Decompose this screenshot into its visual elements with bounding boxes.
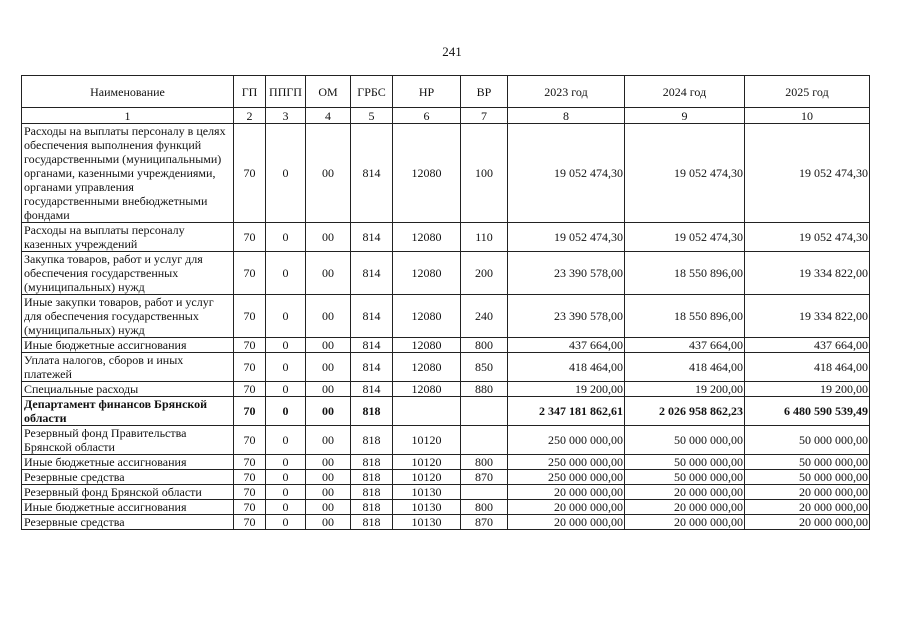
row-amount-2023: 23 390 578,00	[508, 295, 625, 338]
row-grbs: 814	[351, 252, 393, 295]
row-grbs: 814	[351, 295, 393, 338]
row-om: 00	[306, 500, 351, 515]
row-grbs: 814	[351, 338, 393, 353]
row-gp: 70	[234, 470, 266, 485]
column-number: 6	[393, 108, 461, 124]
row-amount-2023: 250 000 000,00	[508, 426, 625, 455]
row-amount-2025: 6 480 590 539,49	[745, 397, 870, 426]
row-name: Уплата налогов, сборов и иных платежей	[22, 353, 234, 382]
col-header-gp: ГП	[234, 76, 266, 108]
table-row	[22, 353, 870, 382]
row-nr: 12080	[393, 223, 461, 252]
header-row	[22, 76, 870, 108]
column-number: 9	[625, 108, 745, 124]
table-row	[22, 382, 870, 397]
row-vr: 880	[461, 382, 508, 397]
row-amount-2025: 50 000 000,00	[745, 455, 870, 470]
table-row	[22, 470, 870, 485]
row-amount-2023: 19 052 474,30	[508, 124, 625, 223]
row-nr: 10120	[393, 470, 461, 485]
row-amount-2023: 418 464,00	[508, 353, 625, 382]
row-amount-2025: 418 464,00	[745, 353, 870, 382]
table-row	[22, 455, 870, 470]
row-name: Резервные средства	[22, 470, 234, 485]
row-name: Департамент финансов Брянской области	[22, 397, 234, 426]
col-header-ppgp: ППГП	[266, 76, 306, 108]
row-om: 00	[306, 455, 351, 470]
table-row	[22, 223, 870, 252]
table-row	[22, 295, 870, 338]
row-amount-2024: 50 000 000,00	[625, 470, 745, 485]
row-gp: 70	[234, 397, 266, 426]
row-amount-2023: 20 000 000,00	[508, 485, 625, 500]
table-row	[22, 500, 870, 515]
row-grbs: 814	[351, 223, 393, 252]
row-vr	[461, 426, 508, 455]
row-amount-2025: 19 052 474,30	[745, 124, 870, 223]
row-ppgp: 0	[266, 338, 306, 353]
row-nr: 12080	[393, 382, 461, 397]
table-row	[22, 515, 870, 530]
row-ppgp: 0	[266, 515, 306, 530]
row-om: 00	[306, 295, 351, 338]
row-ppgp: 0	[266, 455, 306, 470]
row-vr: 850	[461, 353, 508, 382]
row-amount-2024: 20 000 000,00	[625, 500, 745, 515]
table-row	[22, 397, 870, 426]
row-amount-2025: 50 000 000,00	[745, 470, 870, 485]
row-vr: 100	[461, 124, 508, 223]
col-header-vr: ВР	[461, 76, 508, 108]
row-name: Специальные расходы	[22, 382, 234, 397]
row-amount-2024: 18 550 896,00	[625, 252, 745, 295]
row-vr: 800	[461, 338, 508, 353]
row-nr: 10130	[393, 515, 461, 530]
col-header-nr: НР	[393, 76, 461, 108]
row-amount-2023: 250 000 000,00	[508, 470, 625, 485]
row-amount-2024: 19 200,00	[625, 382, 745, 397]
row-name: Иные бюджетные ассигнования	[22, 455, 234, 470]
row-vr: 800	[461, 455, 508, 470]
row-gp: 70	[234, 295, 266, 338]
row-gp: 70	[234, 426, 266, 455]
row-nr	[393, 397, 461, 426]
row-amount-2025: 20 000 000,00	[745, 515, 870, 530]
row-amount-2023: 23 390 578,00	[508, 252, 625, 295]
row-amount-2025: 20 000 000,00	[745, 500, 870, 515]
row-ppgp: 0	[266, 485, 306, 500]
table-row	[22, 485, 870, 500]
row-gp: 70	[234, 124, 266, 223]
col-header-2023: 2023 год	[508, 76, 625, 108]
row-grbs: 818	[351, 485, 393, 500]
row-amount-2024: 50 000 000,00	[625, 455, 745, 470]
row-amount-2024: 437 664,00	[625, 338, 745, 353]
row-amount-2023: 19 200,00	[508, 382, 625, 397]
row-nr: 10120	[393, 426, 461, 455]
row-nr: 10130	[393, 485, 461, 500]
column-number: 5	[351, 108, 393, 124]
row-ppgp: 0	[266, 382, 306, 397]
row-amount-2025: 20 000 000,00	[745, 485, 870, 500]
row-gp: 70	[234, 223, 266, 252]
row-om: 00	[306, 397, 351, 426]
row-ppgp: 0	[266, 500, 306, 515]
col-header-om: ОМ	[306, 76, 351, 108]
row-name: Резервный фонд Брянской области	[22, 485, 234, 500]
col-header-grbs: ГРБС	[351, 76, 393, 108]
row-amount-2023: 2 347 181 862,61	[508, 397, 625, 426]
row-om: 00	[306, 338, 351, 353]
row-amount-2023: 250 000 000,00	[508, 455, 625, 470]
column-number: 4	[306, 108, 351, 124]
row-om: 00	[306, 485, 351, 500]
row-vr: 200	[461, 252, 508, 295]
row-vr	[461, 397, 508, 426]
row-ppgp: 0	[266, 295, 306, 338]
row-ppgp: 0	[266, 397, 306, 426]
row-amount-2025: 19 200,00	[745, 382, 870, 397]
row-nr: 12080	[393, 252, 461, 295]
row-ppgp: 0	[266, 223, 306, 252]
row-gp: 70	[234, 252, 266, 295]
row-nr: 12080	[393, 124, 461, 223]
row-nr: 12080	[393, 338, 461, 353]
row-name: Расходы на выплаты персоналу в целях обеспечения выполнения функций государственными (муниципальными) органами, казенными учреждениями, органами управления государственными внебюджетными фондами	[22, 124, 234, 223]
row-grbs: 818	[351, 515, 393, 530]
row-nr: 10120	[393, 455, 461, 470]
row-vr: 110	[461, 223, 508, 252]
row-om: 00	[306, 124, 351, 223]
row-name: Иные бюджетные ассигнования	[22, 338, 234, 353]
row-amount-2023: 20 000 000,00	[508, 500, 625, 515]
row-vr: 870	[461, 515, 508, 530]
row-amount-2024: 50 000 000,00	[625, 426, 745, 455]
row-amount-2024: 20 000 000,00	[625, 485, 745, 500]
table-row	[22, 124, 870, 223]
row-grbs: 818	[351, 426, 393, 455]
row-grbs: 818	[351, 470, 393, 485]
column-number: 3	[266, 108, 306, 124]
row-amount-2024: 18 550 896,00	[625, 295, 745, 338]
row-om: 00	[306, 426, 351, 455]
row-om: 00	[306, 470, 351, 485]
row-name: Иные закупки товаров, работ и услуг для обеспечения государственных (муниципальных) нужд	[22, 295, 234, 338]
row-name: Закупка товаров, работ и услуг для обеспечения государственных (муниципальных) нужд	[22, 252, 234, 295]
row-name: Расходы на выплаты персоналу казенных учреждений	[22, 223, 234, 252]
row-ppgp: 0	[266, 353, 306, 382]
row-amount-2024: 19 052 474,30	[625, 124, 745, 223]
row-amount-2024: 418 464,00	[625, 353, 745, 382]
page-number: 241	[442, 44, 462, 59]
row-amount-2023: 19 052 474,30	[508, 223, 625, 252]
row-grbs: 814	[351, 124, 393, 223]
row-gp: 70	[234, 353, 266, 382]
row-grbs: 814	[351, 353, 393, 382]
table-row	[22, 252, 870, 295]
row-om: 00	[306, 252, 351, 295]
row-gp: 70	[234, 455, 266, 470]
column-number: 7	[461, 108, 508, 124]
row-om: 00	[306, 353, 351, 382]
row-name: Иные бюджетные ассигнования	[22, 500, 234, 515]
row-amount-2024: 20 000 000,00	[625, 515, 745, 530]
table-row	[22, 426, 870, 455]
col-header-2025: 2025 год	[745, 76, 870, 108]
row-amount-2023: 437 664,00	[508, 338, 625, 353]
row-amount-2025: 19 334 822,00	[745, 295, 870, 338]
row-amount-2024: 2 026 958 862,23	[625, 397, 745, 426]
row-amount-2023: 20 000 000,00	[508, 515, 625, 530]
row-vr: 240	[461, 295, 508, 338]
row-gp: 70	[234, 515, 266, 530]
row-amount-2025: 19 052 474,30	[745, 223, 870, 252]
row-om: 00	[306, 223, 351, 252]
row-vr	[461, 485, 508, 500]
row-name: Резервные средства	[22, 515, 234, 530]
row-grbs: 818	[351, 455, 393, 470]
row-ppgp: 0	[266, 124, 306, 223]
row-gp: 70	[234, 338, 266, 353]
col-header-name: Наименование	[22, 76, 234, 108]
col-header-2024: 2024 год	[625, 76, 745, 108]
row-ppgp: 0	[266, 426, 306, 455]
row-gp: 70	[234, 382, 266, 397]
column-number: 1	[22, 108, 234, 124]
row-om: 00	[306, 515, 351, 530]
row-vr: 800	[461, 500, 508, 515]
column-number: 2	[234, 108, 266, 124]
row-amount-2025: 437 664,00	[745, 338, 870, 353]
row-nr: 12080	[393, 353, 461, 382]
row-vr: 870	[461, 470, 508, 485]
row-gp: 70	[234, 500, 266, 515]
row-ppgp: 0	[266, 252, 306, 295]
row-nr: 10130	[393, 500, 461, 515]
row-gp: 70	[234, 485, 266, 500]
column-number: 8	[508, 108, 625, 124]
row-amount-2025: 19 334 822,00	[745, 252, 870, 295]
table-row	[22, 338, 870, 353]
row-name: Резервный фонд Правительства Брянской области	[22, 426, 234, 455]
row-ppgp: 0	[266, 470, 306, 485]
column-number: 10	[745, 108, 870, 124]
row-grbs: 818	[351, 397, 393, 426]
row-grbs: 814	[351, 382, 393, 397]
row-grbs: 818	[351, 500, 393, 515]
row-amount-2024: 19 052 474,30	[625, 223, 745, 252]
row-om: 00	[306, 382, 351, 397]
row-nr: 12080	[393, 295, 461, 338]
row-amount-2025: 50 000 000,00	[745, 426, 870, 455]
budget-table	[21, 75, 870, 530]
column-number-row	[22, 108, 870, 124]
